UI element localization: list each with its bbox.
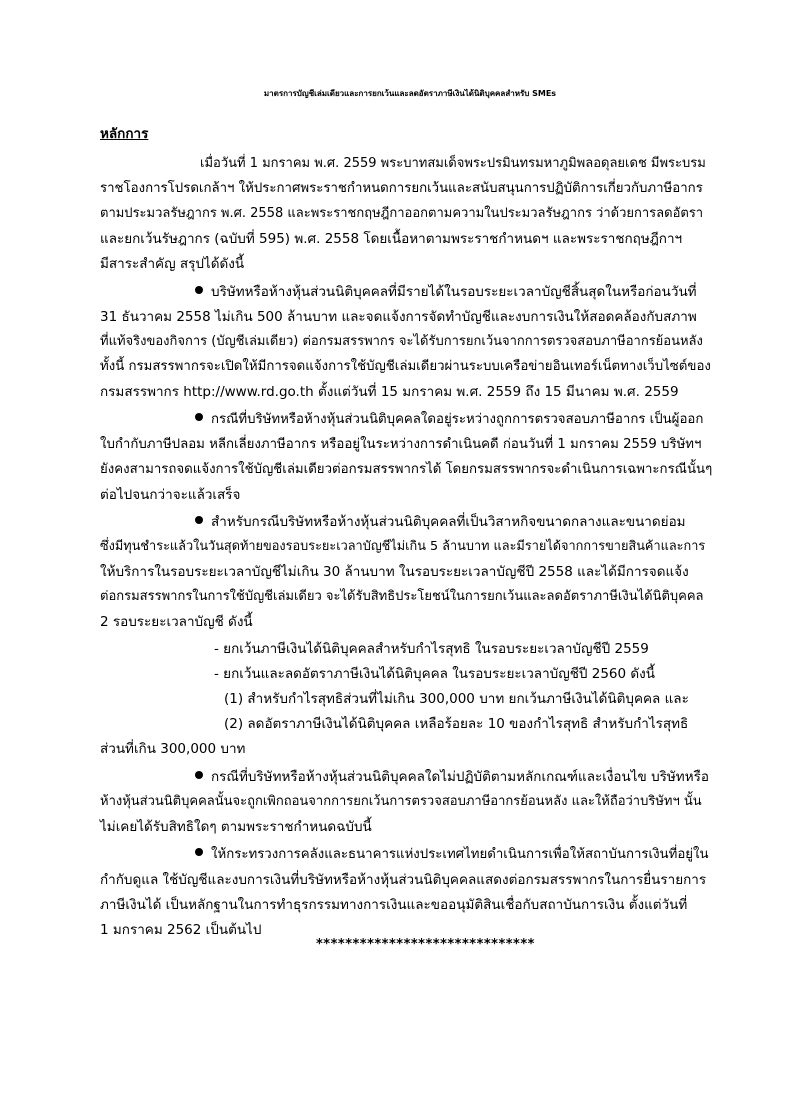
document-title: มาตรการบัญชีเล่มเดียวและการยกเว้นและลดอัตราภาษีเงินได้นิติบุคคลสำหรับ SMEs bbox=[263, 89, 557, 98]
bullet-icon bbox=[195, 286, 203, 294]
bullet-line: ภาษีเงินได้ เป็นหลักฐานในการทำธุรกรรมทางการเงินและขออนุมัติสินเชื่อกับสถาบันการเงิน ตั้งแต่วันที่ bbox=[100, 897, 688, 913]
bullet-line: ต่อกรมสรรพากรในการใช้บัญชีเล่มเดียว จะได้รับสิทธิประโยชน์ในการยกเว้นและลดอัตราภาษีเงินได้นิติบุคคล bbox=[100, 589, 704, 604]
bullet-line: ใบกำกับภาษีปลอม หลีกเลี่ยงภาษีอากร หรืออยู่ในระหว่างการดำเนินคดี ก่อนวันที่ 1 มกราคม 2559 บริษัทฯ bbox=[100, 437, 702, 452]
bullet-icon bbox=[195, 413, 203, 421]
bullet-item bbox=[195, 843, 709, 867]
intro-line: มีสาระสำคัญ สรุปได้ดังนี้ bbox=[100, 256, 245, 272]
sub-item: ส่วนที่เกิน 300,000 บาท bbox=[100, 741, 246, 757]
intro-line: เมื่อวันที่ 1 มกราคม พ.ศ. 2559 พระบาทสมเด็จพระปรมินทรมหาภูมิพลอดุลยเดช มีพระบรม bbox=[200, 156, 706, 171]
footer-separator: ****************************** bbox=[316, 937, 535, 952]
bullet-text: สำหรับกรณีบริษัทหรือห้างหุ้นส่วนนิติบุคคลที่เป็นวิสาหกิจขนาดกลางและขนาดย่อม bbox=[211, 514, 686, 530]
bullet-text: ให้กระทรวงการคลังและธนาคารแห่งประเทศไทยดำเนินการเพื่อให้สถาบันการเงินที่อยู่ใน bbox=[211, 847, 709, 862]
bullet-line: ให้บริการในรอบระยะเวลาบัญชีไม่เกิน 30 ล้านบาท ในรอบระยะเวลาบัญชีปี 2558 และได้มีการจดแจ้ง bbox=[100, 564, 689, 580]
bullet-line: กรมสรรพากร http://www.rd.go.th ตั้งแต่วันที่ 15 มกราคม พ.ศ. 2559 ถึง 15 มีนาคม พ.ศ. 2559 bbox=[100, 384, 679, 400]
bullet-line: 31 ธันวาคม 2558 ไม่เกิน 500 ล้านบาท และจดแจ้งการจัดทำบัญชีและงบการเงินให้สอดคล้องกับสภาพ bbox=[100, 309, 697, 325]
bullet-icon bbox=[195, 771, 203, 779]
bullet-line: ที่แท้จริงของกิจการ (บัญชีเล่มเดียว) ต่อกรมสรรพากร จะได้รับการยกเว้นจากการตรวจสอบภาษีอากรย้อนหลัง bbox=[100, 334, 703, 349]
bullet-text: กรณีที่บริษัทหรือห้างหุ้นส่วนนิติบุคคลใดไม่ปฏิบัติตามหลักเกณฑ์และเงื่อนไข บริษัทหรือ bbox=[211, 769, 709, 785]
bullet-text: บริษัทหรือห้างหุ้นส่วนนิติบุคคลที่มีรายได้ในรอบระยะเวลาบัญชีสิ้นสุดในหรือก่อนวันที่ bbox=[211, 284, 697, 300]
bullet-text: กรณีที่บริษัทหรือห้างหุ้นส่วนนิติบุคคลใดอยู่ระหว่างถูกการตรวจสอบภาษีอากร เป็นผู้ออก bbox=[211, 412, 704, 427]
bullet-item bbox=[195, 765, 709, 789]
bullet-line: ไม่เคยได้รับสิทธิใดๆ ตามพระราชกำหนดฉบับนี้ bbox=[100, 819, 372, 835]
bullet-icon bbox=[195, 516, 203, 524]
section-heading: หลักการ bbox=[100, 126, 149, 142]
sub-item: - ยกเว้นและลดอัตราภาษีเงินได้นิติบุคคล ในรอบระยะเวลาบัญชีปี 2560 ดังนี้ bbox=[214, 666, 655, 682]
bullet-line: 1 มกราคม 2562 เป็นต้นไป bbox=[100, 922, 262, 938]
bullet-item bbox=[195, 280, 697, 304]
bullet-line: ห้างหุ้นส่วนนิติบุคคลนั้นจะถูกเพิกถอนจากการยกเว้นการตรวจสอบภาษีอากรย้อนหลัง และให้ถือว่าบริษัทฯ นั้น bbox=[100, 794, 702, 809]
bullet-item bbox=[195, 408, 703, 432]
bullet-line: ต่อไปจนกว่าจะแล้วเสร็จ bbox=[100, 487, 241, 503]
bullet-line: กำกับดูแล ใช้บัญชีและงบการเงินที่บริษัทหรือห้างหุ้นส่วนนิติบุคคลแสดงต่อกรมสรรพากรในการยื่นรายการ bbox=[100, 872, 707, 888]
bullet-line: 2 รอบระยะเวลาบัญชี ดังนี้ bbox=[100, 614, 253, 630]
sub-item: - ยกเว้นภาษีเงินได้นิติบุคคลสำหรับกำไรสุทธิ ในรอบระยะเวลาบัญชีปี 2559 bbox=[214, 641, 649, 657]
bullet-line: ซึ่งมีทุนชำระแล้วในวันสุดท้ายของรอบระยะเวลาบัญชีไม่เกิน 5 ล้านบาท และมีรายได้จากการขายสินค้าและการ bbox=[100, 539, 706, 554]
bullet-item bbox=[195, 510, 686, 534]
intro-line: และยกเว้นรัษฎากร (ฉบับที่ 595) พ.ศ. 2558 โดยเนื้อหาตามพระราชกำหนดฯ และพระราชกฤษฎีกาฯ bbox=[100, 231, 683, 247]
bullet-line: ทั้งนี้ กรมสรรพากรจะเปิดให้มีการจดแจ้งการใช้บัญชีเล่มเดียวผ่านระบบเครือข่ายอินเทอร์เน็ตทางเว็บไซต์ของ bbox=[100, 359, 711, 374]
bullet-line: ยังคงสามารถจดแจ้งการใช้บัญชีเล่มเดียวต่อกรมสรรพากรได้ โดยกรมสรรพากรจะดำเนินการเฉพาะกรณีนั้นๆ bbox=[100, 462, 713, 477]
intro-line: ตามประมวลรัษฎากร พ.ศ. 2558 และพระราชกฤษฎีกาออกตามความในประมวลรัษฎากร ว่าด้วยการลดอัตรา bbox=[100, 206, 704, 221]
bullet-icon bbox=[195, 848, 203, 856]
sub-item: (1) สำหรับกำไรสุทธิส่วนที่ไม่เกิน 300,000 บาท ยกเว้นภาษีเงินได้นิติบุคคล และ bbox=[224, 691, 689, 707]
sub-item: (2) ลดอัตราภาษีเงินได้นิติบุคคล เหลือร้อยละ 10 ของกำไรสุทธิ สำหรับกำไรสุทธิ bbox=[224, 716, 689, 732]
intro-line: ราชโองการโปรดเกล้าฯ ให้ประกาศพระราชกำหนดการยกเว้นและสนับสนุนการปฏิบัติการเกี่ยวกับภาษีอากร bbox=[100, 181, 703, 196]
